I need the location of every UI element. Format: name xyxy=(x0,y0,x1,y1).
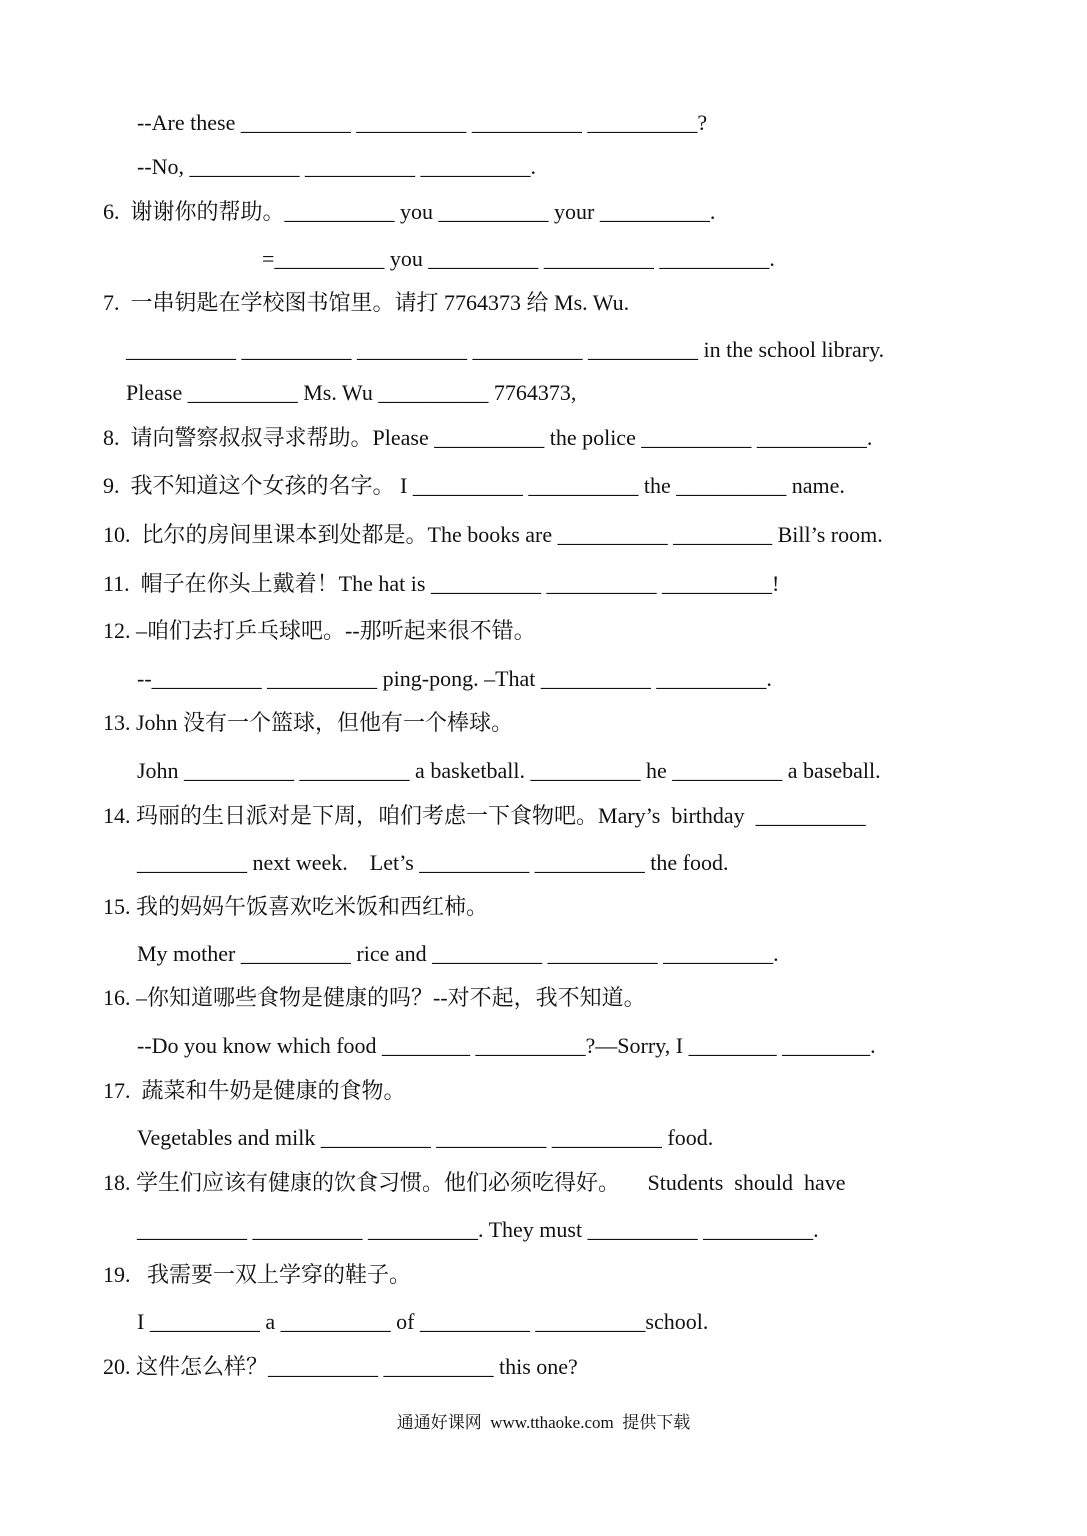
item-12: 12. –咱们去打乒乓球吧。--那听起来很不错。 xyxy=(103,618,536,643)
item-12-answer: --__________ __________ ping-pong. –That __________ __________. xyxy=(137,666,772,691)
page-footer: 通通好课网 www.tthaoke.com 提供下载 xyxy=(396,1413,691,1432)
item-14: 14. 玛丽的生日派对是下周，咱们考虑一下食物吧。Mary’s birthday __________ xyxy=(103,803,866,828)
item-15: 15. 我的妈妈午饭喜欢吃米饭和西红柿。 xyxy=(103,894,489,919)
line-5-answer: --No, __________ __________ __________. xyxy=(137,154,537,179)
item-18-answer: __________ __________ __________. They must __________ __________. xyxy=(137,1217,819,1242)
item-17: 17. 蔬菜和牛奶是健康的食物。 xyxy=(103,1078,406,1103)
item-16: 16. –你知道哪些食物是健康的吗？--对不起，我不知道。 xyxy=(103,985,646,1010)
item-15-answer: My mother __________ rice and __________ __________ __________. xyxy=(137,941,779,966)
item-20: 20. 这件怎么样？__________ __________ this one? xyxy=(103,1354,578,1379)
line-5-question: --Are these __________ __________ __________ __________? xyxy=(137,110,708,135)
item-6: 6. 谢谢你的帮助。__________ you __________ your __________. xyxy=(103,199,716,224)
item-13: 13. John 没有一个篮球，但他有一个棒球。 xyxy=(103,710,514,735)
item-19: 19. 我需要一双上学穿的鞋子。 xyxy=(103,1262,412,1287)
item-7-line-2: Please __________ Ms. Wu __________ 7764373, xyxy=(126,380,577,405)
item-18: 18. 学生们应该有健康的饮食习惯。他们必须吃得好。 Students should have xyxy=(103,1170,846,1195)
item-6-alt: =__________ you __________ __________ __________. xyxy=(262,246,775,271)
item-8: 8. 请向警察叔叔寻求帮助。Please __________ the police __________ __________. xyxy=(103,425,873,450)
item-7-line-1: __________ __________ __________ __________ __________ in the school library. xyxy=(126,337,885,362)
item-17-answer: Vegetables and milk __________ __________ __________ food. xyxy=(137,1125,714,1150)
item-11: 11. 帽子在你头上戴着！The hat is __________ __________ __________! xyxy=(103,571,780,596)
item-13-answer: John __________ __________ a basketball. __________ he __________ a baseball. xyxy=(137,758,881,783)
item-7: 7. 一串钥匙在学校图书馆里。请打 7764373 给 Ms. Wu. xyxy=(103,290,630,315)
item-16-answer: --Do you know which food ________ __________?—Sorry, I ________ ________. xyxy=(137,1033,876,1058)
item-14-answer: __________ next week. Let’s __________ __________ the food. xyxy=(137,850,729,875)
item-19-answer: I __________ a __________ of __________ __________school. xyxy=(137,1309,709,1334)
item-9: 9. 我不知道这个女孩的名字。 I __________ __________ the __________ name. xyxy=(103,473,845,498)
item-10: 10. 比尔的房间里课本到处都是。The books are __________ _________ Bill’s room. xyxy=(103,522,883,547)
